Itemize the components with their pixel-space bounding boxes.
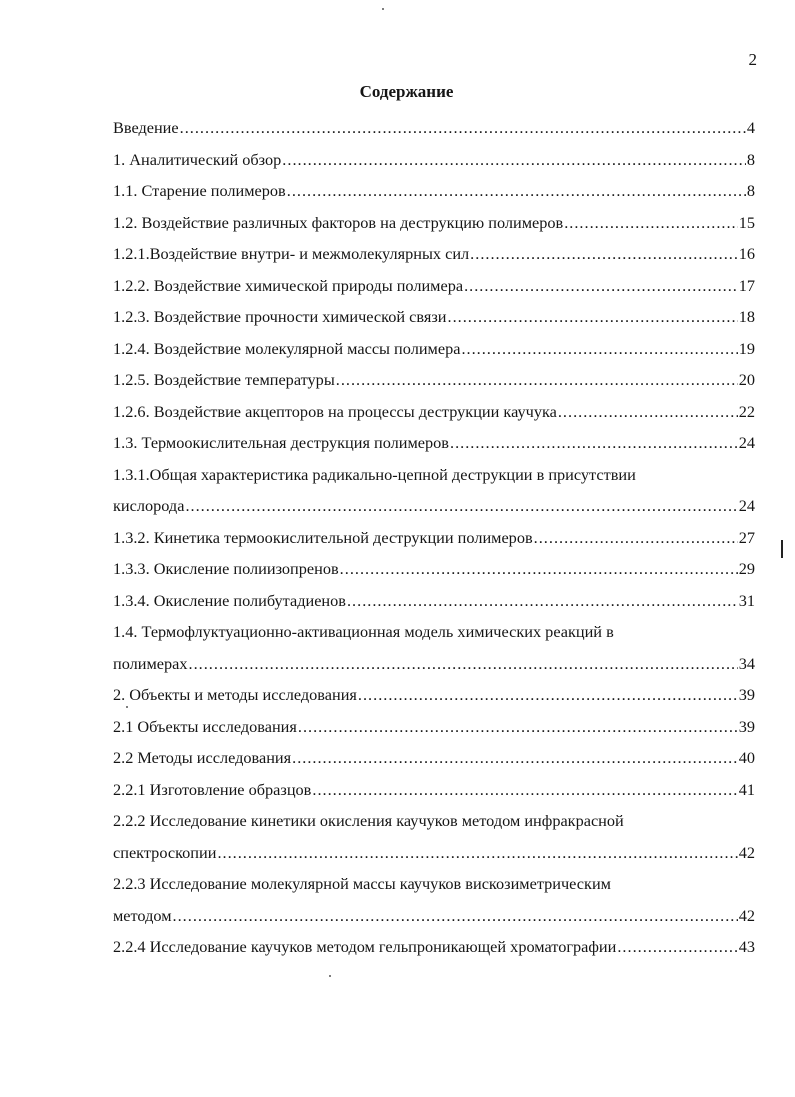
toc-entry-label: 1.4. Термофлуктуационно-активационная модель химических реакций в bbox=[113, 622, 614, 641]
toc-entry bbox=[113, 931, 755, 963]
toc-entry-continuation bbox=[113, 648, 755, 680]
toc-leader-dots bbox=[185, 490, 737, 522]
toc-entry-label: 1.2. Воздействие различных факторов на деструкцию полимеров bbox=[113, 212, 564, 232]
toc-entry-label: 2.2.1 Изготовление образцов bbox=[113, 779, 312, 799]
toc-entry-page: 24 bbox=[738, 496, 755, 515]
toc-entry-continuation bbox=[113, 900, 755, 932]
toc-entry-label-cont: полимерах bbox=[113, 653, 188, 673]
toc-entry-page: 39 bbox=[738, 716, 755, 736]
toc-entry bbox=[113, 144, 755, 176]
toc-leader-dots bbox=[282, 144, 746, 176]
table-of-contents bbox=[113, 112, 755, 963]
toc-leader-dots bbox=[464, 270, 738, 302]
toc-entry-page: 40 bbox=[738, 748, 755, 767]
toc-entry bbox=[113, 175, 755, 207]
toc-entry-page: 42 bbox=[738, 905, 755, 925]
toc-leader-dots bbox=[558, 396, 738, 428]
toc-entry bbox=[113, 396, 755, 428]
toc-leader-dots bbox=[173, 900, 738, 932]
toc-entry-label: 1.2.4. Воздействие молекулярной массы полимера bbox=[113, 338, 461, 358]
toc-leader-dots bbox=[461, 333, 737, 365]
toc-entry-label-cont: спектроскопии bbox=[113, 842, 217, 862]
toc-entry-page: 29 bbox=[738, 559, 755, 578]
toc-entry bbox=[113, 207, 755, 239]
toc-leader-dots bbox=[564, 207, 738, 239]
toc-entry-label: 2.2.4 Исследование каучуков методом гельпроникающей хроматографии bbox=[113, 937, 617, 956]
toc-entry-label: 2.2.3 Исследование молекулярной массы каучуков вискозиметрическим bbox=[113, 874, 611, 893]
page-number: 2 bbox=[748, 50, 757, 69]
toc-entry bbox=[113, 679, 755, 711]
toc-entry bbox=[113, 459, 755, 491]
toc-entry-page: 4 bbox=[746, 118, 755, 137]
toc-entry bbox=[113, 522, 755, 554]
toc-leader-dots bbox=[292, 742, 738, 774]
toc-entry-label: 1.3. Термоокислительная деструкция полимеров bbox=[113, 433, 449, 452]
toc-leader-dots bbox=[312, 774, 737, 806]
scan-mark bbox=[781, 540, 783, 558]
toc-leader-dots bbox=[470, 238, 738, 270]
toc-entry-page: 34 bbox=[738, 653, 755, 673]
toc-leader-dots bbox=[336, 364, 738, 396]
toc-entry-page: 31 bbox=[738, 590, 755, 610]
toc-leader-dots bbox=[340, 553, 738, 585]
toc-entry-label: Введение bbox=[113, 118, 179, 137]
toc-entry-page: 19 bbox=[738, 338, 755, 358]
toc-leader-dots bbox=[180, 112, 746, 144]
toc-entry-page: 24 bbox=[738, 433, 755, 452]
scan-speck bbox=[329, 975, 331, 977]
toc-entry-page: 8 bbox=[746, 181, 755, 200]
toc-entry-page: 20 bbox=[738, 370, 755, 389]
toc-entry-page: 41 bbox=[738, 779, 755, 799]
toc-entry bbox=[113, 553, 755, 585]
toc-entry bbox=[113, 742, 755, 774]
toc-leader-dots bbox=[358, 679, 738, 711]
toc-entry bbox=[113, 427, 755, 459]
toc-entry-page: 16 bbox=[738, 244, 755, 263]
toc-entry-page: 18 bbox=[738, 307, 755, 326]
toc-entry-label: 1.3.2. Кинетика термоокислительной деструкции полимеров bbox=[113, 527, 533, 547]
toc-leader-dots bbox=[617, 931, 737, 963]
toc-entry-page: 17 bbox=[738, 275, 755, 295]
toc-leader-dots bbox=[217, 837, 737, 869]
toc-entry bbox=[113, 270, 755, 302]
toc-entry-label: 1.3.3. Окисление полиизопренов bbox=[113, 559, 339, 578]
toc-entry-page: 27 bbox=[738, 527, 755, 547]
toc-entry-page: 42 bbox=[738, 842, 755, 862]
toc-entry bbox=[113, 616, 755, 648]
toc-entry-continuation bbox=[113, 490, 755, 522]
toc-entry bbox=[113, 868, 755, 900]
toc-entry bbox=[113, 711, 755, 743]
toc-leader-dots bbox=[298, 711, 738, 743]
toc-entry-label: 2.1 Объекты исследования bbox=[113, 716, 297, 736]
toc-entry-label: 1.2.1.Воздействие внутри- и межмолекулярных сил bbox=[113, 244, 470, 263]
toc-entry bbox=[113, 112, 755, 144]
scan-speck bbox=[126, 706, 128, 708]
toc-entry bbox=[113, 585, 755, 617]
toc-entry-page: 8 bbox=[746, 149, 755, 169]
page-title: Содержание bbox=[359, 82, 454, 101]
toc-entry-label: 2. Объекты и методы исследования bbox=[113, 685, 357, 704]
toc-entry bbox=[113, 805, 755, 837]
toc-entry-page: 22 bbox=[738, 401, 755, 421]
toc-entry bbox=[113, 301, 755, 333]
toc-entry-label-cont: методом bbox=[113, 905, 172, 925]
toc-entry bbox=[113, 238, 755, 270]
toc-entry bbox=[113, 364, 755, 396]
toc-entry-label: 1.1. Старение полимеров bbox=[113, 181, 286, 200]
toc-leader-dots bbox=[534, 522, 738, 554]
toc-entry-label: 1.2.3. Воздействие прочности химической связи bbox=[113, 307, 447, 326]
scan-speck bbox=[382, 8, 384, 10]
toc-entry-page: 39 bbox=[738, 685, 755, 704]
toc-entry-label: 2.2.2 Исследование кинетики окисления каучуков методом инфракрасной bbox=[113, 811, 624, 830]
toc-entry-label: 1.2.2. Воздействие химической природы полимера bbox=[113, 275, 464, 295]
toc-entry-label: 1. Аналитический обзор bbox=[113, 149, 282, 169]
toc-leader-dots bbox=[347, 585, 738, 617]
toc-entry bbox=[113, 774, 755, 806]
toc-entry-label: 1.2.5. Воздействие температуры bbox=[113, 370, 335, 389]
toc-entry-continuation bbox=[113, 837, 755, 869]
toc-entry-label: 1.3.1.Общая характеристика радикально-цепной деструкции в присутствии bbox=[113, 464, 636, 484]
toc-leader-dots bbox=[287, 175, 746, 207]
toc-entry-label: 1.3.4. Окисление полибутадиенов bbox=[113, 590, 346, 610]
toc-leader-dots bbox=[448, 301, 738, 333]
toc-entry-label-cont: кислорода bbox=[113, 496, 185, 515]
toc-entry bbox=[113, 333, 755, 365]
toc-entry-label: 2.2 Методы исследования bbox=[113, 748, 292, 767]
toc-entry-page: 15 bbox=[738, 212, 755, 232]
toc-entry-page: 43 bbox=[738, 937, 755, 956]
toc-entry-label: 1.2.6. Воздействие акцепторов на процессы деструкции каучука bbox=[113, 401, 557, 421]
toc-leader-dots bbox=[450, 427, 738, 459]
toc-leader-dots bbox=[189, 648, 738, 680]
